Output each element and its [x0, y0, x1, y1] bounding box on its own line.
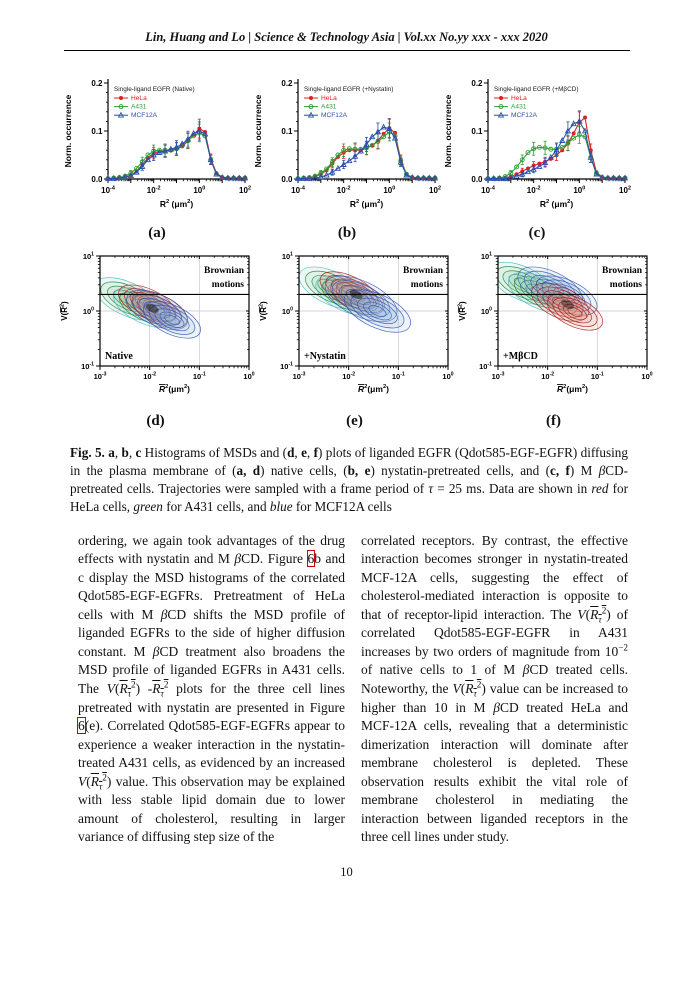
svg-text:motions: motions — [609, 280, 642, 290]
figure-caption: Fig. 5. a, b, c Histograms of MSDs and (d, e, f) plots of liganded EGFR (Qdot585-EGF-EGFR) diffusing in the plasma membrane of (a, d) native cells, (b, e) nystatin-pretreated cells, and (c, f) M βCD-pretreated cells. Trajectories were sampled with a frame period of τ = 25 ms. Data are shown in red for HeLa cells, green for A431 cells, and blue for MCF12A cells — [70, 445, 628, 514]
svg-text:+Nystatin: +Nystatin — [304, 351, 346, 362]
svg-text:0.2: 0.2 — [281, 78, 293, 88]
svg-text:100: $10^0$ — [641, 371, 653, 381]
journal-header: Lin, Huang and Lo | Science & Technology Asia | Vol.xx No.yy xxx - xxx 2020 — [145, 30, 548, 44]
svg-text:R2 (μm2): $R^2$ $(\mu m^2)$ — [349, 199, 384, 209]
figure-cell-d — [56, 248, 255, 430]
svg-text:10-2: $10^{-2}$ — [526, 185, 541, 195]
svg-text:Single-ligand EGFR (+MβCD): Single-ligand EGFR (+MβCD) — [494, 86, 579, 93]
svg-text:0.1: 0.1 — [471, 126, 483, 136]
svg-text:Brownian: Brownian — [602, 266, 642, 276]
svg-text:Brownian: Brownian — [204, 266, 244, 276]
svg-text:Norm. occurrence: Norm. occurrence — [63, 94, 73, 168]
svg-text:10-3: $10^{-3}$ — [93, 371, 107, 381]
svg-text:10-4: $10^{-4}$ — [481, 185, 495, 195]
svg-text:R2(μm2): $R^2(\mu m^2)$ — [357, 384, 390, 394]
figure-cell-c — [442, 73, 632, 242]
svg-text:0.0: 0.0 — [281, 174, 293, 184]
svg-text:0.1: 0.1 — [281, 126, 293, 136]
svg-text:10-3: $10^{-3}$ — [292, 371, 306, 381]
svg-text:102: $10^2$ — [429, 185, 441, 195]
svg-text:101: $10^1$ — [480, 251, 492, 261]
figure-cell-e — [255, 248, 454, 430]
svg-text:Single-ligand EGFR (Native): Single-ligand EGFR (Native) — [114, 86, 195, 93]
panel-label-d: (d) — [146, 413, 165, 429]
svg-text:HeLa: HeLa — [511, 95, 527, 102]
chart-e — [255, 248, 454, 411]
svg-text:101: $10^1$ — [82, 251, 94, 261]
figure-cell-a — [62, 73, 252, 242]
svg-text:100: $10^0$ — [480, 306, 492, 316]
svg-text:HeLa: HeLa — [321, 95, 337, 102]
svg-text:R2 (μm2): $R^2$ $(\mu m^2)$ — [159, 199, 194, 209]
svg-text:A431: A431 — [511, 103, 527, 111]
svg-text:10-2: $10^{-2}$ — [541, 371, 555, 381]
svg-text:HeLa: HeLa — [131, 95, 147, 102]
svg-text:10-2: $10^{-2}$ — [143, 371, 157, 381]
svg-text:0.1: 0.1 — [91, 126, 103, 136]
body-columns — [78, 532, 693, 847]
svg-text:Single-ligand EGFR (+Nystatin): Single-ligand EGFR (+Nystatin) — [304, 86, 394, 93]
figure-cell-f — [454, 248, 653, 430]
chart-b — [252, 73, 442, 223]
svg-text:10-1: $10^{-1}$ — [81, 361, 94, 371]
svg-text:A431: A431 — [321, 103, 337, 111]
svg-text:100: $10^0$ — [281, 306, 293, 316]
svg-text:0.0: 0.0 — [91, 174, 103, 184]
svg-text:motions: motions — [410, 280, 443, 290]
svg-text:Brownian: Brownian — [403, 266, 443, 276]
figure-row-contours — [0, 248, 693, 430]
svg-text:102: $10^2$ — [239, 185, 251, 195]
panel-label-f: (f) — [546, 413, 561, 429]
svg-text:+MβCD: +MβCD — [503, 351, 538, 362]
svg-text:10-1: $10^{-1}$ — [192, 371, 206, 381]
figure-row-histograms — [0, 73, 693, 242]
svg-text:10-1: $10^{-1}$ — [391, 371, 405, 381]
svg-text:A431: A431 — [131, 103, 147, 111]
svg-text:10-3: $10^{-3}$ — [491, 371, 505, 381]
svg-text:R2 (μm2): $R^2$ $(\mu m^2)$ — [539, 199, 574, 209]
svg-text:10-1: $10^{-1}$ — [479, 361, 492, 371]
chart-f — [454, 248, 653, 411]
plot-f — [454, 248, 653, 411]
svg-text:100: $10^0$ — [243, 371, 255, 381]
panel-label-c: (c) — [528, 225, 546, 241]
svg-text:100: $10^0$ — [82, 306, 94, 316]
svg-text:10-1: $10^{-1}$ — [590, 371, 604, 381]
svg-text:0.2: 0.2 — [471, 78, 483, 88]
svg-text:0.0: 0.0 — [471, 174, 483, 184]
panel-label-a: (a) — [148, 225, 166, 241]
svg-text:10-2: $10^{-2}$ — [342, 371, 356, 381]
chart-a — [62, 73, 252, 223]
svg-text:0.2: 0.2 — [91, 78, 103, 88]
svg-text:10-2: $10^{-2}$ — [336, 185, 351, 195]
header-rule — [64, 50, 630, 51]
chart-c — [442, 73, 632, 223]
plot-e — [255, 248, 454, 411]
svg-text:Norm. occurrence: Norm. occurrence — [443, 94, 453, 168]
svg-text:102: $10^2$ — [619, 185, 631, 195]
svg-text:MCF12A: MCF12A — [321, 112, 348, 120]
svg-text:100: $10^0$ — [573, 185, 586, 195]
svg-text:V(R2): $V(R^2)$ — [258, 301, 268, 321]
body-column-left: ordering, we again took advantages of the drug effects with nystatin and M βCD. Figure 6b and c display the MSD histograms of the correlated Qdot585-EGF-EGFRs. Pretreatment of HeLa cells with M βCD shifts the MSD profile of liganded EGFRs to the side of higher diffusion constant. M βCD treatment also broadens the MSD profile of liganded EGFRs in A431 cells. The $V(R_\tau^2)$ $-R_\tau^2$ plots for the three cell lines pretreated with nystatin are presented in Figure 6(e). Correlated Qdot585-EGF-EGFRs appear to experience a weaker interaction in the nystatin-treated A431 cells, as evidenced by an increased $V(R_\tau^2)$ value. This observation may be explained with less stable lipid domain due to lower amount of cholesterol, resulting in larger variance of diffusing step size of the — [78, 532, 345, 845]
panel-label-e: (e) — [346, 413, 363, 429]
svg-text:motions: motions — [211, 280, 244, 290]
svg-text:Native: Native — [105, 351, 133, 362]
svg-text:10-2: $10^{-2}$ — [146, 185, 161, 195]
plot-b — [252, 73, 442, 223]
svg-text:MCF12A: MCF12A — [131, 112, 158, 120]
plot-a — [62, 73, 252, 223]
plot-c — [442, 73, 632, 223]
svg-text:101: $10^1$ — [281, 251, 293, 261]
svg-text:V(R2): $V(R^2)$ — [457, 301, 467, 321]
svg-text:R2(μm2): $R^2(\mu m^2)$ — [556, 384, 589, 394]
figure-cell-b — [252, 73, 442, 242]
body-column-right: correlated receptors. By contrast, the effective interaction becomes stronger in nystatin-treated MCF-12A cells, suggesting the effect of cholesterol-mediated interaction is opposite to that of receptor-lipid interaction. The $V(R_\tau^2)$ of correlated Qdot585-EGF-EGFR in A431 increases by two orders of magnitude from $10^{-2}$ of native cells to 1 of M βCD treated cells. Noteworthy, the $V(R_\tau^2)$ value can be increased to higher than 10 in M βCD treated HeLa and MCF-12A cells, revealing that a deterministic dimerization interaction will dominate after membrane cholesterol is depleted. These observation results exhibit the vital role of membrane cholesterol in mediating the interaction between liganded receptors in the three cell lines under study. — [361, 532, 628, 845]
svg-text:10-1: $10^{-1}$ — [280, 361, 293, 371]
svg-text:100: $10^0$ — [442, 371, 454, 381]
svg-text:10-4: $10^{-4}$ — [101, 185, 115, 195]
svg-text:V(R2): $V(R^2)$ — [59, 301, 69, 321]
svg-text:100: $10^0$ — [383, 185, 396, 195]
svg-text:Norm. occurrence: Norm. occurrence — [253, 94, 263, 168]
svg-text:100: $10^0$ — [193, 185, 206, 195]
panel-label-b: (b) — [337, 225, 357, 241]
chart-d — [56, 248, 255, 411]
page-number: 10 — [340, 864, 353, 879]
plot-d — [56, 248, 255, 411]
svg-text:MCF12A: MCF12A — [511, 112, 538, 120]
svg-text:R2(μm2): $R^2(\mu m^2)$ — [158, 384, 191, 394]
svg-text:10-4: $10^{-4}$ — [291, 185, 305, 195]
